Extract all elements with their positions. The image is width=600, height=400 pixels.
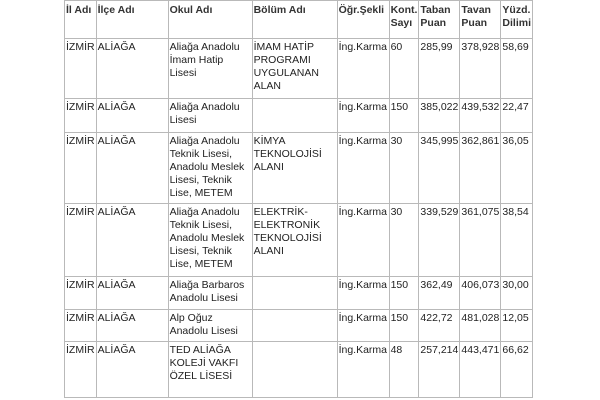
cell-yuzdelik: 58,69 [501, 39, 533, 99]
cell-kontenjan: 30 [389, 133, 419, 204]
header-taban-puan: Taban Puan [419, 1, 460, 39]
cell-bolum [252, 277, 337, 310]
cell-yuzdelik: 12,05 [501, 310, 533, 342]
cell-kontenjan: 150 [389, 99, 419, 133]
cell-ilce: ALİAĞA [96, 99, 168, 133]
cell-ogr-sekli: İng.Karma [337, 277, 389, 310]
cell-taban-puan: 285,99 [419, 39, 460, 99]
cell-ilce: ALİAĞA [96, 204, 168, 277]
cell-bolum [252, 99, 337, 133]
cell-bolum: KİMYA TEKNOLOJİSİ ALANI [252, 133, 337, 204]
cell-tavan-puan: 378,928 [460, 39, 501, 99]
table-row [65, 342, 533, 398]
cell-yuzdelik: 66,62 [501, 342, 533, 398]
cell-kontenjan: 30 [389, 204, 419, 277]
cell-tavan-puan: 361,075 [460, 204, 501, 277]
cell-ogr-sekli: İng.Karma [337, 133, 389, 204]
cell-ilce: ALİAĞA [96, 277, 168, 310]
school-results-table [64, 0, 533, 398]
table-row [65, 204, 533, 277]
cell-ilce: ALİAĞA [96, 342, 168, 398]
cell-taban-puan: 362,49 [419, 277, 460, 310]
cell-kontenjan: 48 [389, 342, 419, 398]
header-kontenjan: Kont. Sayı [389, 1, 419, 39]
cell-taban-puan: 339,529 [419, 204, 460, 277]
cell-il: İZMİR [65, 39, 97, 99]
cell-okul: Aliağa Anadolu Lisesi [168, 99, 252, 133]
table-row [65, 99, 533, 133]
cell-taban-puan: 257,214 [419, 342, 460, 398]
cell-kontenjan: 150 [389, 277, 419, 310]
header-ilce: İlçe Adı [96, 1, 168, 39]
cell-okul: Aliağa Anadolu Teknik Lisesi, Anadolu Meslek Lisesi, Teknik Lise, METEM [168, 204, 252, 277]
cell-okul: Aliağa Barbaros Anadolu Lisesi [168, 277, 252, 310]
cell-okul: TED ALİAĞA KOLEJİ VAKFI ÖZEL LİSESİ [168, 342, 252, 398]
cell-yuzdelik: 36,05 [501, 133, 533, 204]
cell-il: İZMİR [65, 310, 97, 342]
cell-tavan-puan: 481,028 [460, 310, 501, 342]
table-row [65, 310, 533, 342]
cell-taban-puan: 422,72 [419, 310, 460, 342]
cell-yuzdelik: 38,54 [501, 204, 533, 277]
cell-ogr-sekli: İng.Karma [337, 39, 389, 99]
cell-kontenjan: 150 [389, 310, 419, 342]
cell-kontenjan: 60 [389, 39, 419, 99]
cell-il: İZMİR [65, 99, 97, 133]
header-tavan-puan: Tavan Puan [460, 1, 501, 39]
cell-bolum [252, 342, 337, 398]
cell-ilce: ALİAĞA [96, 39, 168, 99]
cell-tavan-puan: 439,532 [460, 99, 501, 133]
header-il: İl Adı [65, 1, 97, 39]
cell-bolum: ELEKTRİK-ELEKTRONİK TEKNOLOJİSİ ALANI [252, 204, 337, 277]
cell-ilce: ALİAĞA [96, 133, 168, 204]
cell-yuzdelik: 22,47 [501, 99, 533, 133]
header-ogr-sekli: Öğr.Şekli [337, 1, 389, 39]
cell-ilce: ALİAĞA [96, 310, 168, 342]
cell-okul: Aliağa Anadolu İmam Hatip Lisesi [168, 39, 252, 99]
cell-tavan-puan: 443,471 [460, 342, 501, 398]
cell-yuzdelik: 30,00 [501, 277, 533, 310]
cell-ogr-sekli: İng.Karma [337, 310, 389, 342]
cell-taban-puan: 345,995 [419, 133, 460, 204]
header-bolum: Bölüm Adı [252, 1, 337, 39]
cell-il: İZMİR [65, 342, 97, 398]
cell-okul: Aliağa Anadolu Teknik Lisesi, Anadolu Meslek Lisesi, Teknik Lise, METEM [168, 133, 252, 204]
header-yuzdelik: Yüzd. Dilimi [501, 1, 533, 39]
cell-ogr-sekli: İng.Karma [337, 99, 389, 133]
cell-tavan-puan: 406,073 [460, 277, 501, 310]
cell-tavan-puan: 362,861 [460, 133, 501, 204]
cell-ogr-sekli: İng.Karma [337, 204, 389, 277]
cell-okul: Alp Oğuz Anadolu Lisesi [168, 310, 252, 342]
table-row [65, 39, 533, 99]
cell-il: İZMİR [65, 133, 97, 204]
cell-ogr-sekli: İng.Karma [337, 342, 389, 398]
table-row [65, 277, 533, 310]
header-okul: Okul Adı [168, 1, 252, 39]
cell-taban-puan: 385,022 [419, 99, 460, 133]
cell-il: İZMİR [65, 277, 97, 310]
cell-bolum: İMAM HATİP PROGRAMI UYGULANAN ALAN [252, 39, 337, 99]
cell-bolum [252, 310, 337, 342]
table-header-row [65, 1, 533, 39]
cell-il: İZMİR [65, 204, 97, 277]
table-row [65, 133, 533, 204]
